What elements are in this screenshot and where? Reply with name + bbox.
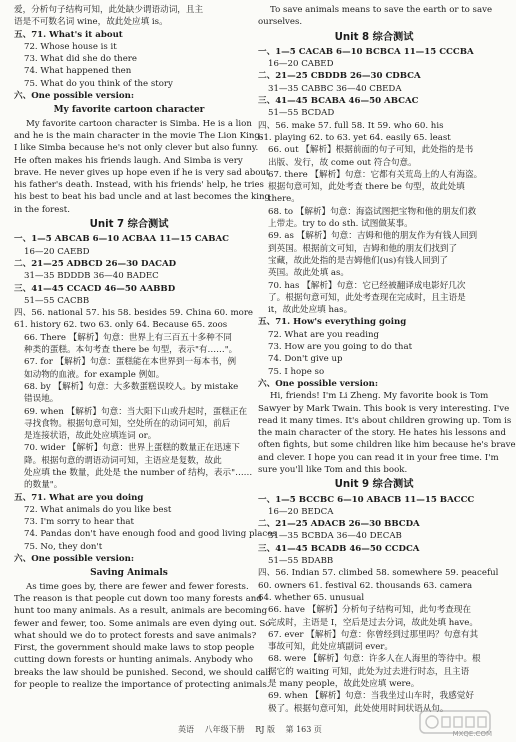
- answer-line: 31—35 BDDDB 36—40 BADEC: [24, 271, 159, 282]
- essay-line: He often makes his friends laugh. And Simba is very: [14, 155, 243, 166]
- answer-line: 寻找食物。根据句意可知，空处所在的动词可知，前后: [24, 418, 231, 429]
- answer-line: 三、41—45 CCACD 46—50 AABBD: [14, 283, 176, 294]
- essay-title: Saving Animals: [90, 568, 168, 579]
- answer-line: 一、1—5 ABCAB 6—10 ACBAA 11—15 CABAC: [14, 234, 229, 245]
- answer-line: 51—55 BCDAD: [268, 108, 335, 119]
- answer-line: 出版、发行，故 come out 符合句意。: [268, 157, 417, 168]
- essay-line: and clever. I hope you can read it in your free time. I'm: [258, 452, 499, 463]
- answer-line: there。: [268, 194, 300, 205]
- answer-line: 66. out 【解析】根据前面的句子可知，此处指的是书: [268, 145, 474, 156]
- answer-line: 是连接状语，故此处应填连词 or。: [24, 431, 157, 442]
- essay-line: hunt too many animals. As a result, animals are becoming: [14, 606, 268, 617]
- unit-8-answers: [258, 46, 490, 317]
- answer-line: 69. as 【解析】句意：吉姆和他的朋友作为有钱人回到: [268, 231, 478, 242]
- answer-line: 67. for 【解析】句意：蛋糕能在本世界到一每本书，例: [24, 357, 237, 368]
- essay-line: his best to beat his bad uncle and at last becomes the king: [14, 192, 271, 203]
- answer-line: 16—20 CAEBD: [24, 246, 90, 257]
- essay-line: Hi, friends! I'm Li Zheng. My favorite book is Tom: [270, 391, 489, 402]
- answer-line: 完成时，主语是 I，空后是过去分词，故此处填 have。: [268, 617, 478, 628]
- answer-line: 67. ever 【解析】句意：你曾经到过那里吗？句意有其: [268, 629, 479, 640]
- footer-edition: RJ 版: [255, 725, 275, 734]
- answer-line: 二、21—25 ADACB 26—30 BBCDA: [258, 519, 420, 530]
- essay-line: what should we do to protect forests and save animals?: [14, 630, 257, 641]
- essay-line: for people to realize the importance of protecting animals.: [14, 680, 270, 691]
- answer-item: 72. What animals do you like best: [24, 504, 172, 515]
- essay-title: My favorite cartoon character: [53, 105, 205, 116]
- answer-line: 四、56. national 57. his 58. besides 59. China 60. more: [14, 308, 254, 319]
- answer-line: 三、41—45 BCADB 46—50 CCDCA: [258, 543, 420, 554]
- answer-line: 英国。故此处填 as。: [268, 268, 350, 279]
- section-heading: 六、One possible version:: [14, 554, 135, 565]
- answer-line: 四、56. make 57. full 58. It 59. who 60. his: [258, 120, 444, 131]
- footer-grade: 八年级下册: [204, 725, 245, 734]
- essay-line: brave. He never gives up hope even if he is very sad about: [14, 167, 270, 178]
- essay-line: breaks the law should be punished. Second, we should call: [14, 667, 271, 678]
- essay-line: Sawyer by Mark Twain. This book is very interesting. I've: [258, 403, 510, 414]
- answer-line: 67. there 【解析】句意：它都有关荒岛上的人有海盗。: [268, 169, 483, 180]
- answer-line: 68. to 【解析】句意：海盗试图把宝物和他的朋友们救: [268, 206, 477, 217]
- answer-line: 66. have 【解析】分析句子结构可知，此句考查现在: [268, 605, 472, 616]
- essay-line: fewer and fewer, too. Some animals are even dying out. So: [14, 618, 271, 629]
- answer-line: 61. playing 62. to 63. yet 64. easily 65. least: [258, 132, 451, 143]
- essay-line: My favorite cartoon character is Simba. He is a lion: [26, 118, 252, 129]
- answer-item: 74. What happened then: [24, 66, 132, 77]
- essay-line: cutting down forests or hunting animals. Anybody who: [14, 655, 253, 666]
- essay-line: I like Simba because he's not only clever but also funny.: [14, 143, 259, 154]
- answer-item: 72. Whose house is it: [24, 41, 117, 52]
- answer-line: 事故可知，此处应填副词 ever。: [268, 642, 393, 653]
- answer-line: 处应填 the 数量，此处是 the number of 结构，表示"……: [24, 467, 253, 478]
- essay-line: sure you'll like Tom and this book.: [258, 464, 408, 475]
- answer-item: 73. I'm sorry to hear that: [24, 517, 134, 528]
- answer-line: 64. whether 65. unusual: [258, 592, 365, 603]
- answer-line: 70. wider 【解析】句意：世界上蛋糕的数量正在迅速下: [24, 443, 240, 454]
- answer-line: 三、41—45 BCABA 46—50 ABCAC: [258, 96, 419, 107]
- answer-line: 是 many people，故此处应填 were。: [268, 679, 420, 690]
- answer-item: 75. What do you think of the story: [24, 78, 173, 89]
- essay-line: First, the government should make laws to stop people: [14, 643, 255, 654]
- answer-item: 75. No, they don't: [24, 541, 103, 552]
- left-column: [14, 4, 277, 691]
- footer-subject: 英语: [178, 725, 195, 734]
- unit-7-answers: [14, 233, 254, 491]
- answer-line: 61. history 62. two 63. only 64. Because 65. zoos: [14, 320, 228, 331]
- answer-line: 31—35 BCBDA 36—40 DECAB: [268, 531, 402, 542]
- answer-line: 根据句意可知，此处考查 there be 句型，故此处填: [268, 182, 465, 193]
- right-column: [258, 4, 516, 715]
- answer-line: 69. when 【解析】句意：当大阳下山或升起时，蛋糕正在: [24, 406, 248, 417]
- answer-line: 二、21—25 CBDDB 26—30 CDBCA: [258, 71, 421, 82]
- essay-line: ourselves.: [258, 17, 303, 28]
- essay-line: read it many times. It's about children growing up. Tom is: [258, 415, 512, 426]
- text-line: 爱，分析句子结构可知，此处缺少谓语动词，且主: [14, 5, 204, 15]
- answer-line: 的数量"。: [24, 480, 63, 491]
- section-heading: 五、71. What are you doing: [14, 492, 144, 503]
- section-heading: 五、71. How's everything going: [258, 317, 407, 328]
- answer-item: 75. I hope so: [268, 366, 325, 377]
- essay-line: To save animals means to save the earth or to save: [270, 5, 493, 15]
- answer-item: 72. What are you reading: [268, 329, 380, 340]
- answer-line: 69. when 【解析】句意：当我坐过山车时，我感觉好: [268, 691, 474, 702]
- answer-line: 51—55 CACBB: [24, 295, 90, 306]
- answer-line: 一、1—5 CACAB 6—10 BCBCA 11—15 CCCBA: [258, 46, 474, 57]
- answer-line: 68. by 【解析】句意：大多数蛋糕误咬人。by mistake: [24, 381, 239, 392]
- answer-line: 如动物的血液。for example 例如。: [24, 369, 165, 380]
- section-heading: 六、One possible version:: [14, 91, 135, 102]
- answer-line: 60. owners 61. festival 62. thousands 63. camera: [258, 580, 473, 591]
- essay-line: and he is the main character in the movie The Lion King.: [14, 130, 263, 141]
- unit-title: Unit 9 综合测试: [334, 479, 414, 491]
- answer-line: it，故此处应填 has。: [268, 305, 353, 316]
- answer-line: 据它的 waiting 可知，此处为过去进行时态，且主语: [268, 666, 470, 677]
- section-heading: 五、71. What's it about: [14, 29, 123, 40]
- answer-line: 四、56. Indian 57. climbed 58. somewhere 59. peaceful: [258, 568, 499, 579]
- essay-line: the main character of the story. He hates his lessons and: [258, 428, 506, 439]
- essay-line: his father's death. Instead, with his friends' help, he tries: [14, 180, 264, 191]
- unit-title: Unit 7 综合测试: [89, 219, 169, 231]
- answer-item: 74. Pandas don't have enough food and good living places: [24, 529, 277, 540]
- answer-item: 73. How are you going to do that: [268, 342, 413, 353]
- answer-line: 到英国。根据前文可知，吉姆和他的朋友们找到了: [268, 243, 458, 254]
- answer-item: 73. What did she do there: [24, 54, 137, 65]
- answer-line: 16—20 CABED: [268, 59, 334, 70]
- unit-9-answers: [258, 494, 499, 715]
- answer-line: 二、21—25 ADBCD 26—30 DACAD: [14, 258, 177, 269]
- answer-line: 降。根据句意的谓语动词可知，主语应是复数，故此: [24, 455, 222, 466]
- unit-title: Unit 8 综合测试: [334, 31, 414, 43]
- answer-line: 70. has 【解析】句意：它已经被翻译成电影好几次: [268, 280, 466, 291]
- answer-line: 31—35 CABBC 36—40 CBEDA: [268, 83, 402, 94]
- answer-line: 上带走。try to do sth. 试图做某事。: [268, 219, 413, 230]
- answer-line: 极了。根据句意可知，此处使用时间状语从句。: [268, 703, 449, 714]
- answer-line: 16—20 BEDCA: [268, 506, 334, 517]
- footer-page-number: 第 163 页: [285, 725, 322, 734]
- answer-line: 66. There 【解析】句意：世界上有三百五十多种不同: [24, 332, 232, 343]
- section-heading: 六、One possible version:: [258, 378, 379, 389]
- essay-line: often fights, but some children like him because he's brave: [258, 440, 516, 451]
- answer-line: 了。根据句意可知，此处考查现在完成时，且主语是: [268, 292, 466, 303]
- answer-item: 74. Don't give up: [268, 354, 343, 365]
- text-line: 语是不可数名词 wine，故此处应填 is。: [14, 17, 168, 28]
- essay-line: As time goes by, there are fewer and fewer forests.: [26, 581, 249, 592]
- answer-line: 一、1—5 BCCBC 6—10 ABACB 11—15 BACCC: [258, 494, 475, 505]
- essay-line: in the forest.: [14, 204, 70, 215]
- answer-line: 种类的蛋糕。本句考查 there be 句型，表示"有……"。: [24, 345, 238, 356]
- answer-line: 51—55 BDABB: [268, 556, 334, 567]
- watermark-text: MXQE.COM: [452, 730, 492, 738]
- answer-line: 宝藏，故此处指的是吉姆他们(us)有钱人回到了: [268, 255, 448, 266]
- essay-line: The reason is that people cut down too many forests and: [14, 593, 262, 604]
- answer-line: 68. were 【解析】句意：许多人在人海里的等待中。根: [268, 654, 481, 665]
- answer-line: 错误地。: [24, 394, 59, 405]
